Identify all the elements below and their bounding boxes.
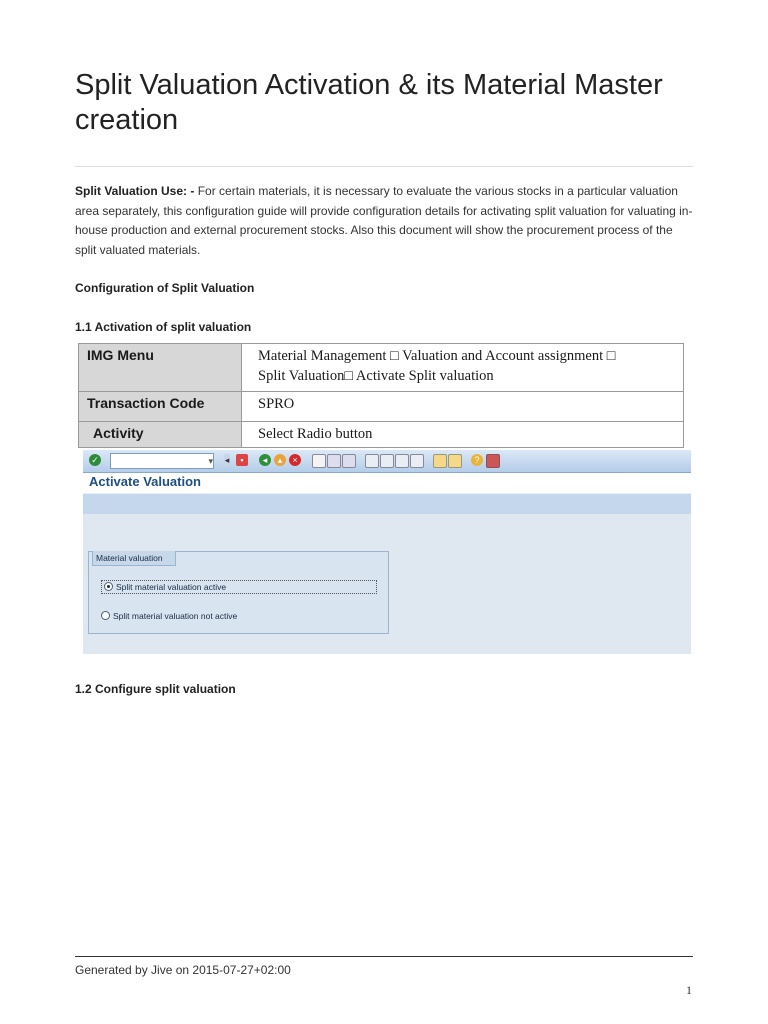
collapse-icon[interactable]: ◂ <box>224 455 230 465</box>
shortcut-icon[interactable] <box>448 454 462 468</box>
heading-section-1-1: 1.1 Activation of split valuation <box>75 320 252 334</box>
table-label: Activity <box>79 422 242 448</box>
next-page-icon[interactable] <box>395 454 409 468</box>
img-menu-table <box>78 343 684 448</box>
intro-lead: Split Valuation Use: - <box>75 184 195 198</box>
document-title: Split Valuation Activation & its Material Master creation <box>75 69 663 136</box>
last-page-icon[interactable] <box>410 454 424 468</box>
layout-icon[interactable] <box>486 454 500 468</box>
page-number: 1 <box>686 983 692 997</box>
radio-label: Split material valuation not active <box>113 611 238 621</box>
new-session-icon[interactable] <box>433 454 447 468</box>
sap-application-toolbar <box>83 493 691 514</box>
table-label: IMG Menu <box>79 344 242 392</box>
first-page-icon[interactable] <box>365 454 379 468</box>
sap-title-bar <box>83 473 691 493</box>
material-valuation-group <box>88 551 389 634</box>
table-row <box>79 392 684 422</box>
radio-split-not-active[interactable] <box>101 610 237 622</box>
footer-divider <box>75 956 693 957</box>
sap-screenshot <box>83 450 691 654</box>
img-menu-path-line2: Split Valuation□ Activate Split valuation <box>258 368 494 384</box>
prev-page-icon[interactable] <box>380 454 394 468</box>
sap-screen-title: Activate Valuation <box>89 474 201 489</box>
radio-selected-icon[interactable] <box>104 582 113 591</box>
radio-split-active[interactable] <box>101 580 377 594</box>
find-icon[interactable] <box>327 454 341 468</box>
intro-paragraph <box>75 182 693 260</box>
radio-label: Split material valuation active <box>116 582 227 592</box>
save-icon[interactable]: ▪ <box>236 454 248 466</box>
print-icon[interactable] <box>312 454 326 468</box>
table-row <box>79 344 684 392</box>
group-label: Material valuation <box>92 551 176 566</box>
intro-text: For certain materials, it is necessary to evaluate the various stocks in a particular valuation area separately, this configuration guide will provide configuration details for activating split valuation for valuating in-house production and external procurement stocks. Also this document will show the procurement process of the split valuated materials. <box>75 184 693 257</box>
table-value: SPRO <box>242 392 684 422</box>
exit-icon[interactable]: ▴ <box>274 454 286 466</box>
find-next-icon[interactable] <box>342 454 356 468</box>
enter-icon[interactable]: ✓ <box>89 454 101 466</box>
table-value <box>242 344 684 392</box>
title-divider <box>75 166 693 167</box>
back-icon[interactable]: ◂ <box>259 454 271 466</box>
footer-generated: Generated by Jive on 2015-07-27+02:00 <box>75 963 291 977</box>
radio-unselected-icon[interactable] <box>101 611 110 620</box>
command-field[interactable]: ▾ <box>110 453 214 469</box>
cancel-icon[interactable]: × <box>289 454 301 466</box>
heading-section-1-2: 1.2 Configure split valuation <box>75 682 236 696</box>
table-label: Transaction Code <box>79 392 242 422</box>
table-row <box>79 422 684 448</box>
table-value: Select Radio button <box>242 422 684 448</box>
help-icon[interactable]: ? <box>471 454 483 466</box>
img-menu-path-line1: Material Management □ Valuation and Account assignment □ <box>258 348 616 364</box>
heading-configuration: Configuration of Split Valuation <box>75 281 255 295</box>
sap-toolbar <box>83 450 691 473</box>
